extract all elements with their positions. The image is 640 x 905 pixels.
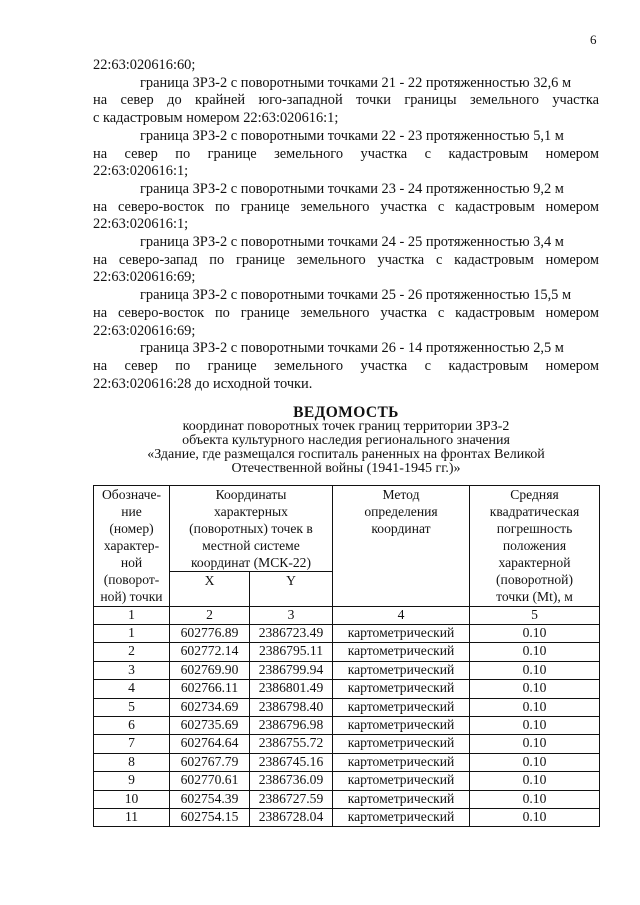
cell-method: картометрический <box>333 625 470 643</box>
cell-y: 2386745.16 <box>250 753 333 771</box>
cell-y: 2386736.09 <box>250 772 333 790</box>
cell-y: 2386755.72 <box>250 735 333 753</box>
text-line: на север по границе земельного участка с кадастровым номером <box>93 357 599 374</box>
cell-error: 0.10 <box>470 735 600 753</box>
cell-point: 8 <box>94 753 170 771</box>
cell-method: картометрический <box>333 772 470 790</box>
header-coordinates: Координаты характерных (поворотных) точек в местной системе координат (МСК-22) <box>170 486 333 572</box>
cell-x: 602754.39 <box>170 790 250 808</box>
cell-x: 602769.90 <box>170 661 250 679</box>
cell-method: картометрический <box>333 661 470 679</box>
header-y: Y <box>250 572 333 607</box>
cell-point: 9 <box>94 772 170 790</box>
text-line: 22:63:020616:69; <box>93 322 196 339</box>
text-line: 22:63:020616:1; <box>93 163 189 180</box>
table-row <box>94 625 600 643</box>
cell-error: 0.10 <box>470 680 600 698</box>
table-header-row <box>94 486 600 572</box>
cell-method: картометрический <box>333 753 470 771</box>
cell-method: картометрический <box>333 698 470 716</box>
cell-method: картометрический <box>333 808 470 826</box>
cell-y: 2386728.04 <box>250 808 333 826</box>
cell-method: картометрический <box>333 735 470 753</box>
column-number-row <box>94 607 600 625</box>
cell-error: 0.10 <box>470 661 600 679</box>
header-point-designation: Обозначе- ние (номер) характер- ной (поворот- ной) точки <box>94 486 170 607</box>
header-method: Метод определения координат <box>333 486 470 607</box>
cell-point: 10 <box>94 790 170 808</box>
cell-y: 2386799.94 <box>250 661 333 679</box>
text-line: граница ЗРЗ-2 с поворотными точками 26 - 14 протяженностью 2,5 м <box>140 340 564 357</box>
column-number: 5 <box>470 607 600 625</box>
cell-point: 5 <box>94 698 170 716</box>
table-row <box>94 772 600 790</box>
cell-x: 602776.89 <box>170 625 250 643</box>
cell-point: 1 <box>94 625 170 643</box>
cell-y: 2386723.49 <box>250 625 333 643</box>
statement-subtitle-line: «Здание, где размещался госпиталь раненных на фронтах Великой <box>147 447 545 462</box>
text-line: на север по границе земельного участка с кадастровым номером <box>93 145 599 162</box>
text-line: граница ЗРЗ-2 с поворотными точками 22 - 23 протяженностью 5,1 м <box>140 127 564 144</box>
text-line: на северо-восток по границе земельного участка с кадастровым номером <box>93 198 599 215</box>
cell-method: картометрический <box>333 790 470 808</box>
text-line: на север до крайней юго-западной точки границы земельного участка <box>93 92 599 109</box>
page-number: 6 <box>590 32 597 47</box>
coordinates-table <box>93 485 600 827</box>
cell-y: 2386796.98 <box>250 716 333 734</box>
cell-x: 602735.69 <box>170 716 250 734</box>
cell-error: 0.10 <box>470 753 600 771</box>
text-line: граница ЗРЗ-2 с поворотными точками 24 - 25 протяженностью 3,4 м <box>140 234 564 251</box>
cell-x: 602770.61 <box>170 772 250 790</box>
statement-subtitle-line: Отечественной войны (1941-1945 гг.)» <box>231 461 461 476</box>
statement-heading <box>93 405 599 476</box>
cell-error: 0.10 <box>470 772 600 790</box>
text-line: 22:63:020616:1; <box>93 216 189 233</box>
text-line: 22:63:020616:28 до исходной точки. <box>93 375 313 392</box>
column-number: 2 <box>170 607 250 625</box>
table-row <box>94 735 600 753</box>
text-line: на северо-восток по границе земельного участка с кадастровым номером <box>93 304 599 321</box>
text-line: 22:63:020616:60; <box>93 57 196 73</box>
cell-y: 2386727.59 <box>250 790 333 808</box>
cell-x: 602734.69 <box>170 698 250 716</box>
cell-y: 2386801.49 <box>250 680 333 698</box>
cell-x: 602772.14 <box>170 643 250 661</box>
statement-subtitle-line: объекта культурного наследия регионального значения <box>182 433 510 448</box>
cell-y: 2386798.40 <box>250 698 333 716</box>
cell-point: 7 <box>94 735 170 753</box>
table-row <box>94 716 600 734</box>
table-row <box>94 790 600 808</box>
boundary-description <box>93 57 599 393</box>
text-line: 22:63:020616:69; <box>93 269 196 286</box>
cell-point: 3 <box>94 661 170 679</box>
cell-point: 11 <box>94 808 170 826</box>
text-line: граница ЗРЗ-2 с поворотными точками 23 - 24 протяженностью 9,2 м <box>140 180 564 197</box>
header-x: X <box>170 572 250 607</box>
cell-error: 0.10 <box>470 625 600 643</box>
text-line: граница ЗРЗ-2 с поворотными точками 25 - 26 протяженностью 15,5 м <box>140 287 572 304</box>
cell-method: картометрический <box>333 716 470 734</box>
cell-error: 0.10 <box>470 698 600 716</box>
cell-error: 0.10 <box>470 808 600 826</box>
statement-subtitle-line: координат поворотных точек границ территории ЗРЗ-2 <box>182 419 510 434</box>
cell-error: 0.10 <box>470 790 600 808</box>
table-row <box>94 661 600 679</box>
cell-method: картометрический <box>333 680 470 698</box>
table-row <box>94 808 600 826</box>
cell-point: 2 <box>94 643 170 661</box>
table-row <box>94 643 600 661</box>
cell-point: 4 <box>94 680 170 698</box>
statement-title: ВЕДОМОСТЬ <box>293 404 399 421</box>
column-number: 3 <box>250 607 333 625</box>
table-row <box>94 698 600 716</box>
cell-x: 602767.79 <box>170 753 250 771</box>
cell-x: 602766.11 <box>170 680 250 698</box>
cell-point: 6 <box>94 716 170 734</box>
column-number: 1 <box>94 607 170 625</box>
cell-error: 0.10 <box>470 716 600 734</box>
text-line: с кадастровым номером 22:63:020616:1; <box>93 110 339 127</box>
cell-x: 602764.64 <box>170 735 250 753</box>
table-row <box>94 753 600 771</box>
column-number: 4 <box>333 607 470 625</box>
cell-error: 0.10 <box>470 643 600 661</box>
text-line: на северо-запад по границе земельного участка с кадастровым номером <box>93 251 599 268</box>
table-row <box>94 680 600 698</box>
cell-method: картометрический <box>333 643 470 661</box>
text-line: граница ЗРЗ-2 с поворотными точками 21 - 22 протяженностью 32,6 м <box>140 74 572 91</box>
cell-x: 602754.15 <box>170 808 250 826</box>
cell-y: 2386795.11 <box>250 643 333 661</box>
header-mean-error: Средняя квадратическая погрешность положения характерной (поворотной) точки (Mt), м <box>470 486 600 607</box>
